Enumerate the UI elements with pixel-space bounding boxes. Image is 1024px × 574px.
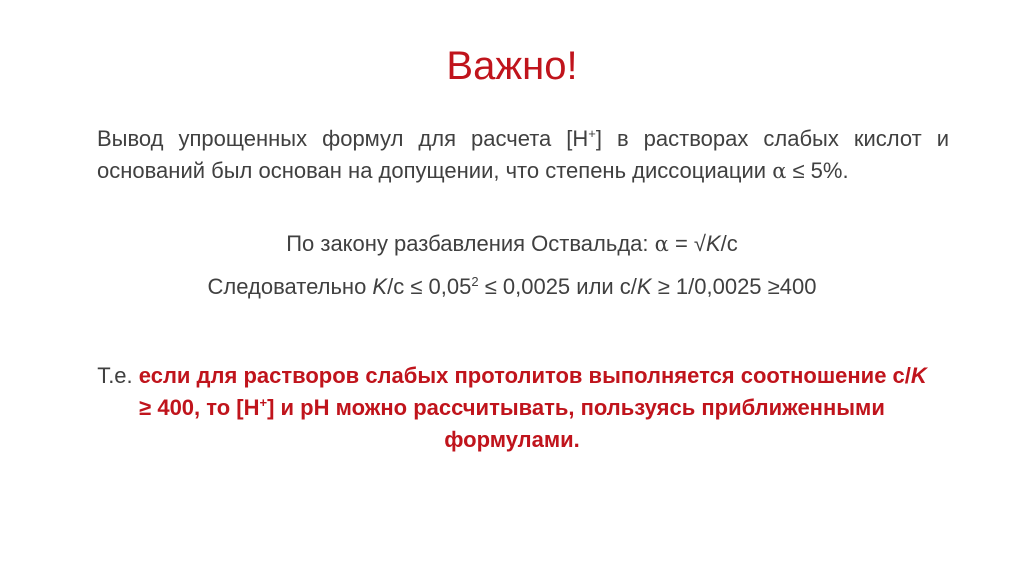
conclusion-red-1: если для растворов слабых протолитов выполняется соотношение c/ [138,363,911,388]
intro-text-3: ≤ 5%. [786,158,849,183]
therefore-lead: Следовательно [207,274,373,299]
conclusion-lead: Т.е. [97,363,139,388]
therefore-line [0,271,1024,303]
therefore-tail: ≥ 1/0,0025 ≥400 [651,274,817,299]
ostwald-alpha-symbol: α [654,232,669,256]
conclusion-red-2: ≥ 400, то [H [139,395,260,420]
therefore-k1: K [372,274,388,299]
ostwald-equals-sqrt: = √ [668,231,706,256]
conclusion-red-k: K [910,363,927,388]
intro-paragraph [97,123,949,187]
therefore-superscript-2: 2 [471,274,479,289]
intro-text-2: ] в растворах слабых кислот и оснований был основан на допущении, что степень диссоциации [97,126,949,183]
conclusion-block [97,360,927,456]
ostwald-law-line [0,228,1024,260]
conclusion-red-3: ] и pH можно рассчитывать, пользуясь приближенными формулами. [267,395,885,452]
conclusion-superscript-plus: + [259,395,268,410]
ostwald-text: По закону разбавления Оствальда: [286,231,655,256]
therefore-k2: K [636,274,652,299]
intro-superscript-plus: + [588,126,596,141]
alpha-symbol: α [772,159,787,183]
ostwald-tail: /c [720,231,738,256]
therefore-mid2: ≤ 0,0025 или c/ [478,274,637,299]
therefore-mid1: /c ≤ 0,05 [387,274,472,299]
ostwald-k: K [705,231,721,256]
slide-title: Важно! [446,44,578,88]
intro-text-1: Вывод упрощенных формул для расчета [H [97,126,589,151]
